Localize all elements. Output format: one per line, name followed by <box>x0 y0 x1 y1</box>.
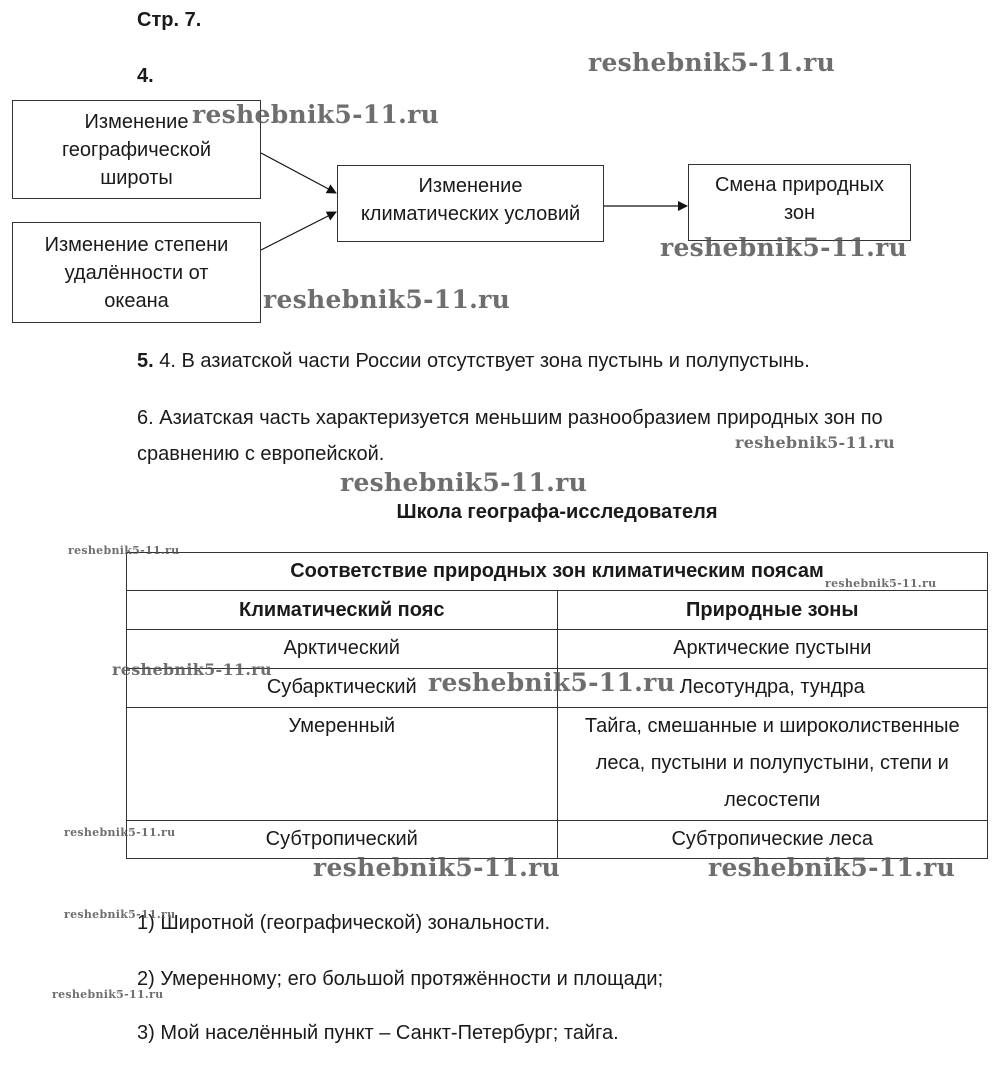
watermark: reshebnik5-11.ru <box>263 285 511 314</box>
watermark: reshebnik5-11.ru <box>588 48 836 77</box>
watermark: reshebnik5-11.ru <box>64 908 176 921</box>
task-5 <box>137 343 810 379</box>
table-cell-belt: Субарктический <box>127 669 558 708</box>
watermark: reshebnik5-11.ru <box>68 544 180 557</box>
box-climate-line2: климатических условий <box>360 203 581 225</box>
watermark: reshebnik5-11.ru <box>52 988 164 1001</box>
answer-2: 2) Умеренному; его большой протяжённости и площади; <box>137 968 664 990</box>
watermark: reshebnik5-11.ru <box>428 668 676 697</box>
watermark: reshebnik5-11.ru <box>112 660 272 679</box>
watermark: reshebnik5-11.ru <box>192 100 440 129</box>
watermark: reshebnik5-11.ru <box>64 826 176 839</box>
watermark: reshebnik5-11.ru <box>735 433 895 452</box>
watermark: reshebnik5-11.ru <box>340 468 588 497</box>
table-row <box>127 708 988 821</box>
table-header-belt: Климатический пояс <box>127 591 558 630</box>
box-latitude-line2: географической <box>61 138 212 161</box>
task-5-number: 5. <box>137 350 154 372</box>
task-6-line1: 6. Азиатская часть характеризуется меньшим разнообразием природных зон по <box>137 407 883 429</box>
table-cell-zones-line: леса, пустыни и полупустыни, степи и <box>595 752 949 774</box>
task-6-line2: сравнению с европейской. <box>137 443 385 465</box>
answer-1: 1) Широтной (географической) зональности. <box>137 912 551 934</box>
table-cell-zones: Лесотундра, тундра <box>557 669 988 708</box>
answer-3: 3) Мой населённый пункт – Санкт-Петербург; тайга. <box>137 1022 619 1044</box>
task-4-number: 4. <box>137 65 154 87</box>
table-cell-zones: Субтропические леса <box>557 821 988 859</box>
watermark: reshebnik5-11.ru <box>660 233 908 262</box>
watermark: reshebnik5-11.ru <box>313 853 561 882</box>
table-cell-belt: Субтропический <box>127 821 558 859</box>
watermark: reshebnik5-11.ru <box>825 577 937 590</box>
box-ocean-line1: Изменение степени <box>44 233 229 256</box>
box-ocean-line3: океана <box>104 289 169 312</box>
box-ocean-line2: удалённости от <box>64 261 209 284</box>
zones-table <box>126 552 988 859</box>
page-label: Стр. 7. <box>137 9 202 31</box>
task-5-text: 4. В азиатской части России отсутствует зона пустынь и полупустынь. <box>153 350 810 372</box>
box-zones-line2: зон <box>783 202 816 224</box>
box-climate-line1: Изменение <box>418 175 523 197</box>
box-zones-line1: Смена природных <box>714 174 885 196</box>
table-cell-zones: Арктические пустыни <box>557 630 988 669</box>
table-cell-zones-line: лесостепи <box>724 789 821 811</box>
table-cell-zones <box>557 708 988 821</box>
watermark: reshebnik5-11.ru <box>708 853 956 882</box>
section-title: Школа географа-исследователя <box>396 501 718 523</box>
box-latitude-line1: Изменение <box>84 110 189 133</box>
table-cell-zones-line: Тайга, смешанные и широколиственные <box>584 715 960 737</box>
box-latitude-line3: широты <box>100 166 173 189</box>
table-header-zones: Природные зоны <box>557 591 988 630</box>
table-title: Соответствие природных зон климатическим поясам <box>127 553 988 591</box>
arrow-latitude-to-climate <box>261 153 336 193</box>
arrow-ocean-to-climate <box>261 212 336 250</box>
table-cell-belt: Арктический <box>127 630 558 669</box>
table-cell-belt: Умеренный <box>127 708 558 821</box>
